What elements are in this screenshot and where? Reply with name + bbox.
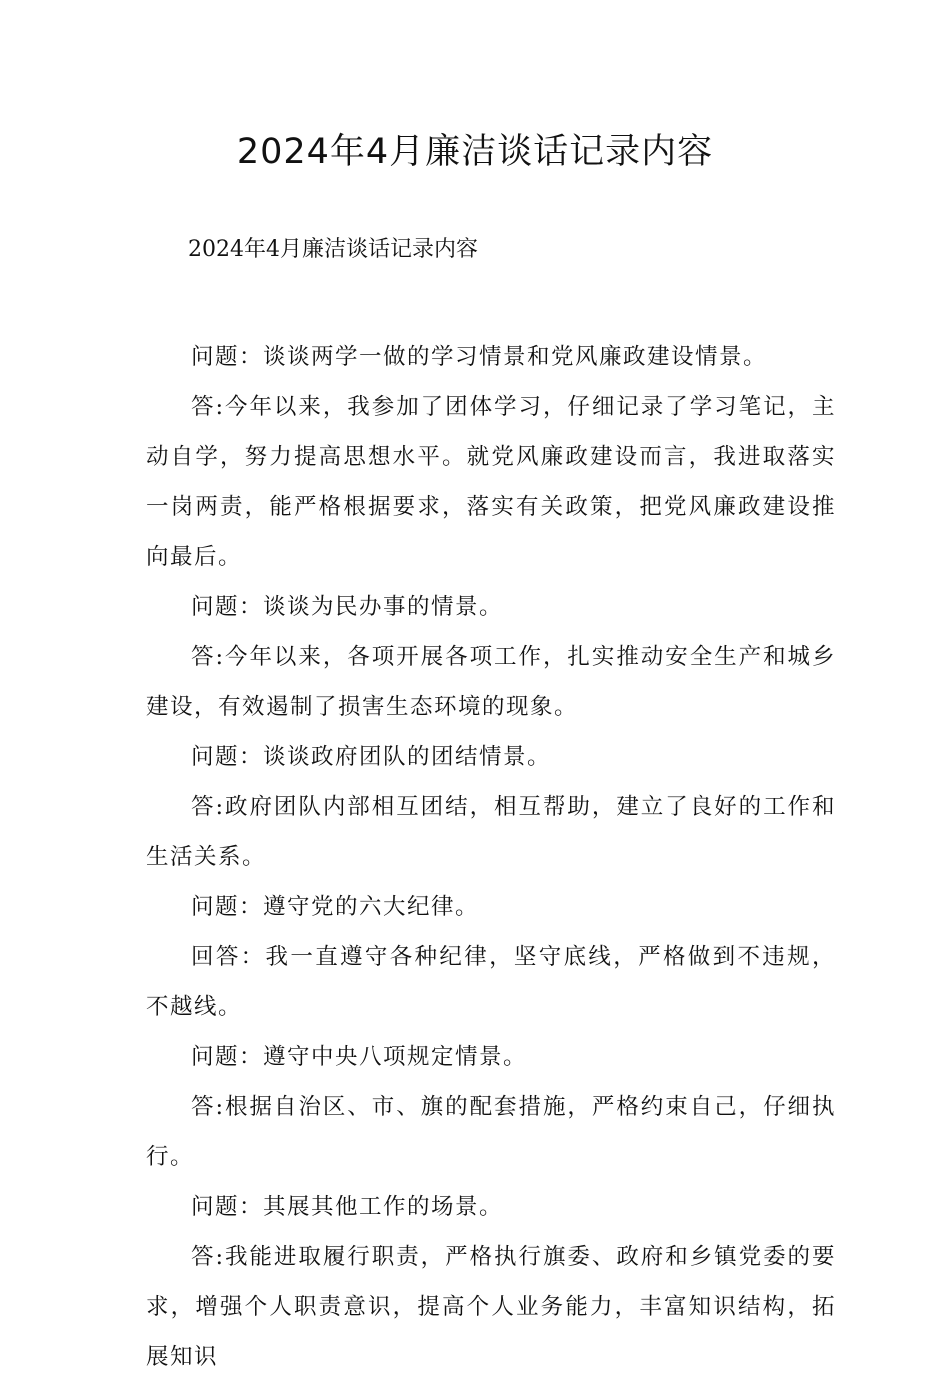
question-paragraph: 问题：谈谈为民办事的情景。 [191,594,504,620]
answer-paragraph: 答:政府团队内部相互团结，相互帮助，建立了良好的工作和生活关系。 [146,794,836,870]
document-body [146,332,836,1382]
document-title: 2024年4月廉洁谈话记录内容 [236,132,714,172]
question-paragraph: 问题：遵守党的六大纪律。 [191,894,480,920]
answer-paragraph: 回答：我一直遵守各种纪律，坚守底线，严格做到不违规，不越线。 [146,944,836,1020]
answer-paragraph: 答:我能进取履行职责，严格执行旗委、政府和乡镇党委的要求，增强个人职责意识，提高个人业务能力，丰富知识结构，拓展知识 [146,1244,836,1370]
document-subtitle: 2024年4月廉洁谈话记录内容 [188,237,478,262]
question-paragraph: 问题：遵守中央八项规定情景。 [191,1044,528,1070]
question-paragraph: 问题：谈谈政府团队的团结情景。 [191,744,552,770]
question-paragraph: 问题：谈谈两学一做的学习情景和党风廉政建设情景。 [191,344,768,370]
answer-paragraph: 答:今年以来，各项开展各项工作，扎实推动安全生产和城乡建设，有效遏制了损害生态环境的现象。 [146,644,836,720]
question-paragraph: 问题：其展其他工作的场景。 [191,1194,504,1220]
answer-paragraph: 答:今年以来，我参加了团体学习，仔细记录了学习笔记，主动自学，努力提高思想水平。就党风廉政建设而言，我进取落实一岗两责，能严格根据要求，落实有关政策，把党风廉政建设推向最后。 [146,394,836,570]
answer-paragraph: 答:根据自治区、市、旗的配套措施，严格约束自己，仔细执行。 [146,1094,836,1170]
